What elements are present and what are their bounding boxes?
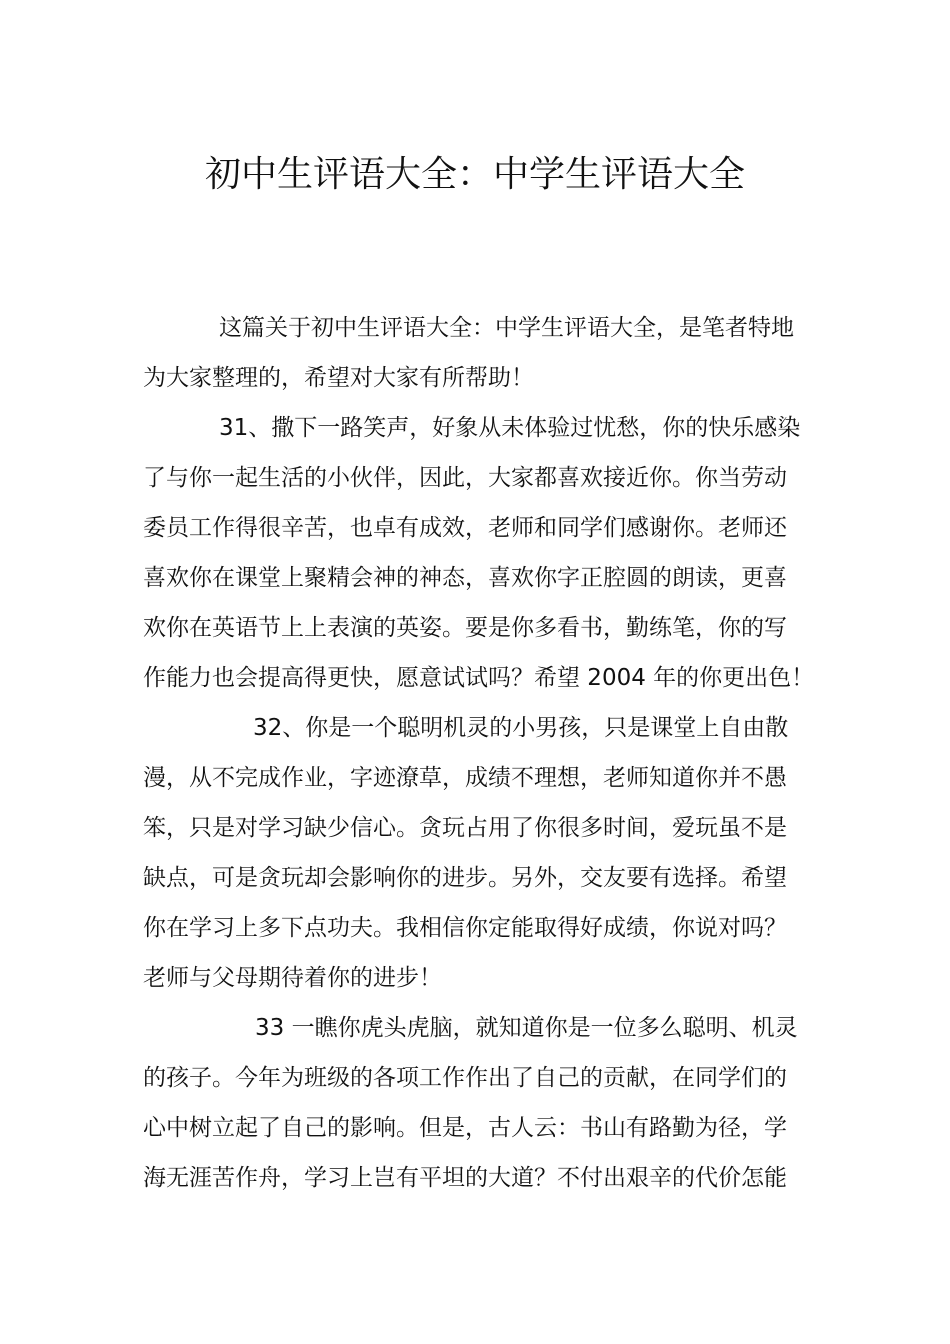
paragraph-line: 31、撒下一路笑声，好象从未体验过忧愁，你的快乐感染 [219,415,801,441]
paragraph-line: 32、你是一个聪明机灵的小男孩，只是课堂上自由散 [253,715,789,741]
paragraph-line: 委员工作得很辛苦，也卓有成效，老师和同学们感谢你。老师还 [143,515,787,541]
paragraph-comment-33 [143,1003,813,1203]
paragraph-line: 漫，从不完成作业，字迹潦草，成绩不理想，老师知道你并不愚 [143,765,787,791]
paragraph-line: 你在学习上多下点功夫。我相信你定能取得好成绩，你说对吗？ [143,915,787,941]
paragraph-line: 海无涯苦作舟，学习上岂有平坦的大道？不付出艰辛的代价怎能 [143,1165,787,1191]
paragraph-line: 33 一瞧你虎头虎脑，就知道你是一位多么聪明、机灵 [255,1015,798,1041]
paragraph-line: 缺点，可是贪玩却会影响你的进步。另外，交友要有选择。希望 [143,865,787,891]
paragraph-intro [143,303,813,403]
paragraph-comment-31 [143,403,813,703]
paragraph-line: 这篇关于初中生评语大全：中学生评语大全，是笔者特地 [219,315,794,341]
paragraph-line: 心中树立起了自己的影响。但是，古人云：书山有路勤为径，学 [143,1115,787,1141]
paragraph-line: 作能力也会提高得更快，愿意试试吗？希望 2004 年的你更出色！ [143,665,815,691]
paragraph-line: 喜欢你在课堂上聚精会神的神态，喜欢你字正腔圆的朗读，更喜 [143,565,787,591]
paragraph-line: 了与你一起生活的小伙伴，因此，大家都喜欢接近你。你当劳动 [143,465,787,491]
paragraph-line: 为大家整理的，希望对大家有所帮助！ [143,365,534,391]
paragraph-line: 欢你在英语节上上表演的英姿。要是你多看书，勤练笔，你的写 [143,615,787,641]
document-title: 初中生评语大全：中学生评语大全 [204,154,745,195]
paragraph-line: 的孩子。今年为班级的各项工作作出了自己的贡献，在同学们的 [143,1065,787,1091]
paragraph-comment-32 [143,703,813,1003]
paragraph-line: 老师与父母期待着你的进步！ [143,965,442,991]
paragraph-line: 笨，只是对学习缺少信心。贪玩占用了你很多时间，爱玩虽不是 [143,815,787,841]
